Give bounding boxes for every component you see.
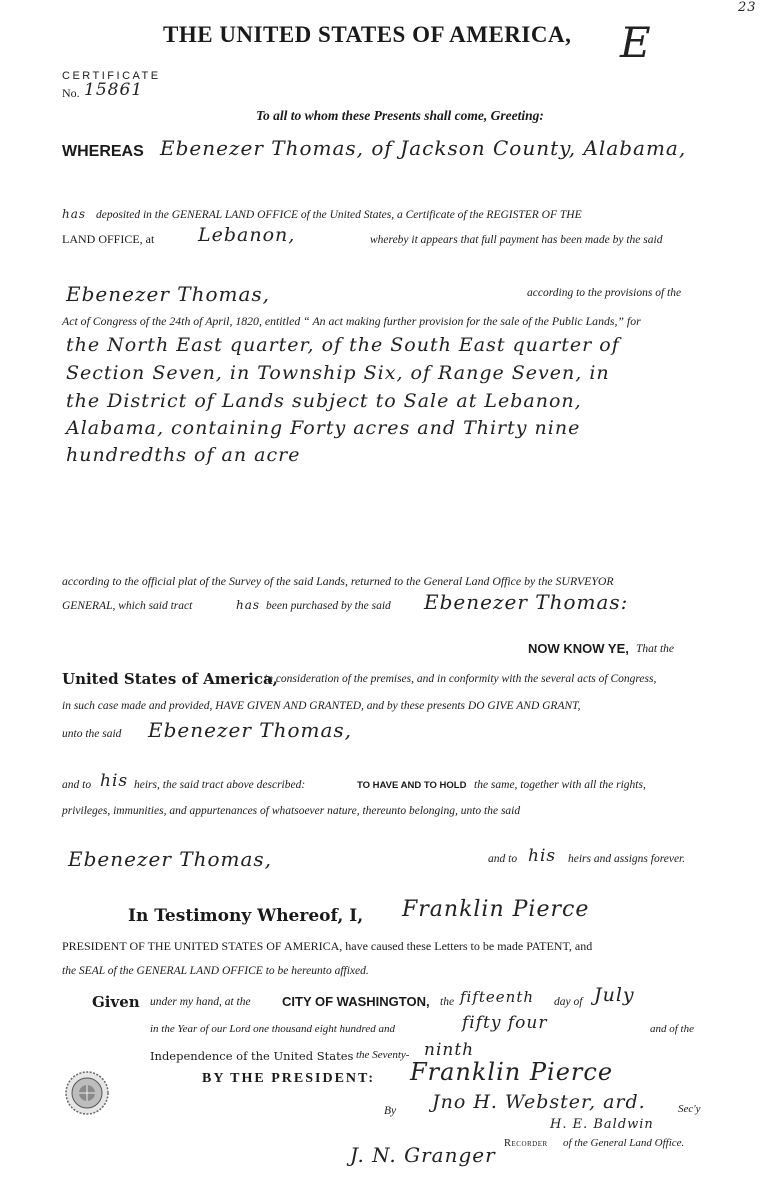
secretary-signature: Jno H. Webster, ard. (432, 1091, 646, 1113)
greeting: To all to whom these Presents shall come, Greeting: (256, 108, 544, 123)
given-text: under my hand, at the (150, 996, 251, 1008)
recorder-signature: J. N. Granger (350, 1143, 496, 1167)
heirs-his-2: his (528, 846, 557, 866)
given-month: July (594, 984, 635, 1006)
grantee-origin: Ebenezer Thomas, of Jackson County, Alabama, (160, 136, 687, 160)
given-day-of: day of (554, 996, 583, 1008)
survey-has: has (236, 598, 261, 612)
now-know-rest: That the (636, 643, 675, 655)
independence-value: ninth (424, 1040, 475, 1060)
land-office-seal (64, 1070, 110, 1116)
testimony-label: In Testimony Whereof, I, (128, 906, 364, 926)
independence-seventy: the Seventy- (356, 1049, 410, 1061)
heirs-and-to: and to (62, 779, 92, 791)
act-text: Act of Congress of the 24th of April, 1820, entitled “ An act making further provision for the sale of the Public Lands,” for (62, 314, 641, 328)
deposit-line2-b: whereby it appears that full payment has been made by the said (370, 234, 663, 246)
certificate-label: CERTIFICATE (62, 70, 161, 82)
survey-line1: according to the official plat of the Survey of the said Lands, returned to the General Land Office by the SURVEYOR (62, 574, 614, 588)
united-states-blackletter: United States of America, (62, 670, 278, 688)
land-description-line: hundredths of an acre (66, 444, 301, 466)
heirs-line1: heirs, the said tract above described: (134, 779, 306, 791)
land-description-line: Section Seven, in Township Six, of Range Seven, in (66, 362, 610, 384)
recorder-title: Recorder (504, 1138, 548, 1149)
city-name: CITY OF WASHINGTON, (282, 994, 430, 1009)
page-number: 23 (738, 0, 757, 15)
independence-line: Independence of the United States (150, 1049, 354, 1063)
recorder-title-rest: of the General Land Office. (563, 1137, 685, 1149)
payer-suffix: according to the provisions of the (527, 287, 682, 299)
payer-name: Ebenezer Thomas, (66, 282, 271, 306)
given-the: the (440, 996, 455, 1008)
year-line: in the Year of our Lord one thousand eight hundred and (150, 1023, 396, 1035)
habendum: TO HAVE AND TO HOLD (357, 780, 467, 791)
heirs-assigns: heirs and assigns forever. (568, 853, 686, 865)
grantee-name-heirs: Ebenezer Thomas, (68, 847, 273, 871)
survey-line2-a: GENERAL, which said tract (62, 600, 193, 612)
certificate-no-label: No. (62, 86, 80, 100)
by-label: By (384, 1105, 397, 1117)
now-know-label: NOW KNOW YE, (528, 641, 629, 656)
deposit-line1: deposited in the GENERAL LAND OFFICE of the United States, a Certificate of the REGISTER OF THE (96, 209, 582, 221)
heirs-line1-end: the same, together with all the rights, (474, 779, 646, 791)
land-description-line: Alabama, containing Forty acres and Thirty nine (66, 417, 581, 439)
survey-line2-b: been purchased by the said (266, 600, 391, 612)
given-day: fifteenth (460, 988, 535, 1006)
president-signature: Franklin Pierce (410, 1058, 614, 1086)
year-line-end: and of the (650, 1023, 694, 1035)
heirs-and-to-2: and to (488, 853, 518, 865)
margin-letter: E (620, 18, 652, 67)
by-the-president-label: BY THE PRESIDENT: (202, 1071, 375, 1086)
secretary-title: Sec'y (678, 1103, 701, 1115)
heirs-his: his (100, 771, 129, 791)
president-name: Franklin Pierce (402, 897, 590, 922)
assistant-signature: H. E. Baldwin (550, 1117, 654, 1132)
land-office-name: Lebanon, (198, 224, 296, 246)
deposit-line2-a: LAND OFFICE, at (62, 232, 155, 246)
whereas-label: WHEREAS (62, 143, 144, 160)
heirs-line2: privileges, immunities, and appurtenances of whatsoever nature, thereunto belonging, unto the said (62, 805, 521, 817)
land-description-line: the District of Lands subject to Sale at Lebanon, (66, 390, 582, 412)
purchaser-name: Ebenezer Thomas: (424, 590, 629, 614)
unto-said: unto the said (62, 728, 122, 740)
testimony-line2: the SEAL of the GENERAL LAND OFFICE to be hereunto affixed. (62, 965, 369, 977)
document-title: THE UNITED STATES OF AMERICA, (163, 22, 572, 47)
certificate-number: 15861 (84, 80, 144, 100)
grant-line1: in consideration of the premises, and in conformity with the several acts of Congress, (264, 673, 657, 685)
grant-line2: in such case made and provided, HAVE GIVEN AND GRANTED, and by these presents DO GIVE AND GRANT, (62, 700, 581, 712)
testimony-line1: PRESIDENT OF THE UNITED STATES OF AMERICA, have caused these Letters to be made PATENT, and (62, 939, 593, 953)
deposit-has: has (62, 207, 87, 221)
year-value: fifty four (462, 1013, 548, 1033)
grantee-name: Ebenezer Thomas, (148, 718, 353, 742)
land-description-line: the North East quarter, of the South East quarter of (66, 334, 620, 356)
given-label: Given (92, 993, 140, 1011)
